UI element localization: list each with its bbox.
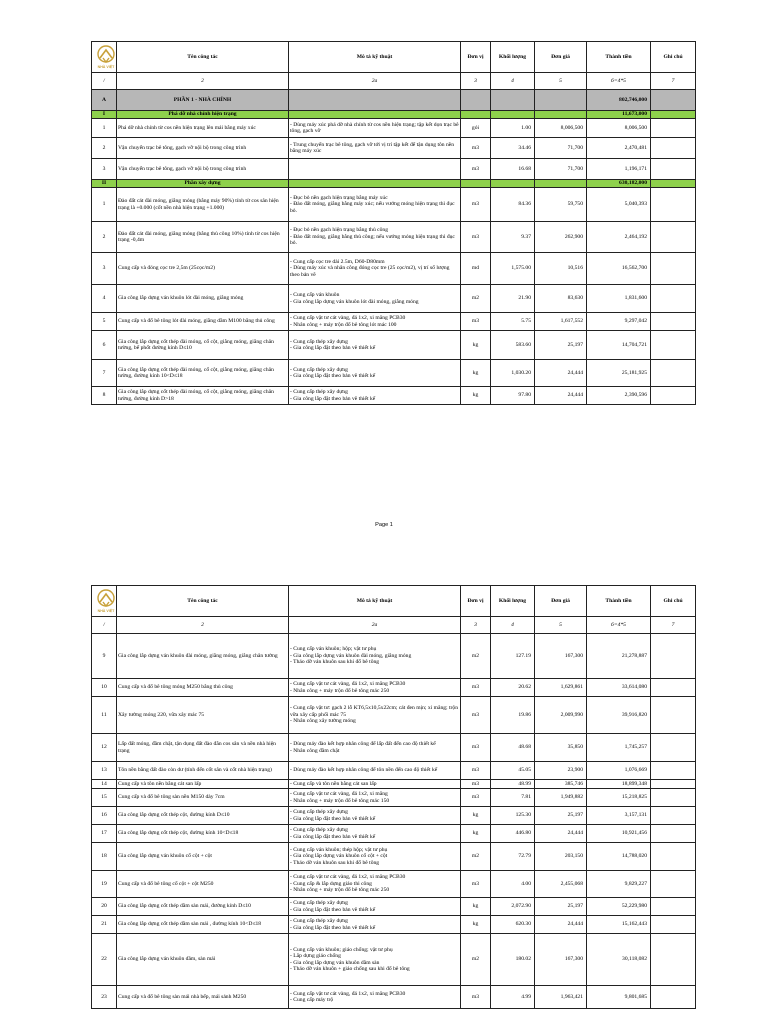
- technical-description: - Dùng máy xúc phá dỡ nhà chính từ cos nền hiện trạng; tập kết dọn trạc bê tông, gạch vỡ: [289, 119, 461, 138]
- estimate-sheet-1: [91, 41, 695, 405]
- quantity-cell: 1,575.00: [491, 253, 535, 285]
- column-number-row: [92, 617, 696, 634]
- technical-description: - Dùng máy đào kết hợp nhân công để lấp đất đến cao độ thiết kế - Nhân công đầm chặt: [289, 734, 461, 762]
- unit-cell: m2: [461, 934, 491, 986]
- row-number: 16: [92, 807, 117, 825]
- amount-cell: 2,470,481: [587, 138, 651, 159]
- work-item-name: Đào đất cát đài móng, giằng móng (bằng máy 90%) tính từ cos sân hiện trạng là +0.000 (cốt nền nhà hiện trạng +1.000): [117, 188, 289, 222]
- group-id: II: [92, 180, 117, 188]
- row-number: 15: [92, 789, 117, 807]
- col-header-name: Tên công tác: [117, 42, 289, 73]
- svg-text:NHÀ VIỆT: NHÀ VIỆT: [97, 609, 115, 613]
- technical-description: - Đục bỏ nền gạch hiện trạng bằng máy xúc - Đào đất móng, giằng bằng máy xúc; nếu vướng móng hiện trạng thì đục bỏ.: [289, 188, 461, 222]
- group-row: [92, 180, 696, 188]
- quantity-cell: 583.60: [491, 331, 535, 360]
- colnum: 2a: [289, 73, 461, 90]
- amount-cell: 33,614,080: [587, 679, 651, 697]
- row-number: 5: [92, 313, 117, 331]
- table-row: [92, 634, 696, 679]
- unit-cell: m2: [461, 634, 491, 679]
- row-number: 22: [92, 934, 117, 986]
- unit-price-cell: 1,949,882: [535, 789, 587, 807]
- note-cell: [651, 285, 696, 313]
- unit-price-cell: 25,197: [535, 807, 587, 825]
- colnum: 2a: [289, 617, 461, 634]
- amount-cell: 16,562,700: [587, 253, 651, 285]
- note-cell: [651, 789, 696, 807]
- note-cell: [651, 807, 696, 825]
- colnum: 2: [117, 617, 289, 634]
- section-row: [92, 90, 696, 111]
- col-header-amount: Thành tiền: [587, 42, 651, 73]
- table-row: [92, 789, 696, 807]
- quantity-cell: 9.37: [491, 222, 535, 253]
- group-amount: 11,673,000: [587, 111, 651, 119]
- quantity-cell: 2,072.90: [491, 898, 535, 916]
- table-row: [92, 871, 696, 898]
- amount-cell: 18,899,348: [587, 780, 651, 789]
- note-cell: [651, 734, 696, 762]
- unit-cell: m3: [461, 789, 491, 807]
- work-item-name: Cung cấp và đổ bê tông móng M250 bằng thủ công: [117, 679, 289, 697]
- technical-description: - Cung cấp và tôn nền bằng cát san lấp: [289, 780, 461, 789]
- unit-cell: kg: [461, 825, 491, 843]
- work-item-name: Gia công lắp dựng ván khuôn lót đài móng, giằng móng: [117, 285, 289, 313]
- technical-description: - Cung cấp vật tư: gạch 2 lỗ KT6,5x10,5x22cm; cát đen mịn; xi măng; trộn vữa xây cấp phối mác 75 - Nhân công xây tường móng: [289, 697, 461, 734]
- work-item-name: Gia công lắp dựng cốt thép đài móng, cổ cột, giằng móng, giằng chân tường, bể phốt đường kính D≤10: [117, 331, 289, 360]
- row-number: 12: [92, 734, 117, 762]
- quantity-cell: 4.00: [491, 871, 535, 898]
- work-item-name: Cung cấp và tôn nền bằng cát san lấp: [117, 780, 289, 789]
- colnum: 7: [651, 73, 696, 90]
- group-row: [92, 111, 696, 119]
- amount-cell: 1,831,600: [587, 285, 651, 313]
- unit-cell: gói: [461, 119, 491, 138]
- note-cell: [651, 313, 696, 331]
- amount-cell: 9,801,685: [587, 986, 651, 1009]
- work-item-name: Cung cấp và đóng cọc tre 2,5m (25cọc/m2): [117, 253, 289, 285]
- quantity-cell: 21.90: [491, 285, 535, 313]
- work-item-name: Gia công lắp dựng ván khuôn cổ cột + cột: [117, 843, 289, 871]
- table-row: [92, 734, 696, 762]
- col-header-qty: Khối lượng: [491, 42, 535, 73]
- technical-description: - Cung cấp thép xây dựng - Gia công lắp đặt theo bản vẽ thiết kế: [289, 331, 461, 360]
- amount-cell: 2,390,596: [587, 387, 651, 405]
- amount-cell: 2,464,192: [587, 222, 651, 253]
- technical-description: - Cung cấp thép xây dựng - Gia công lắp đặt theo bản vẽ thiết kế: [289, 360, 461, 387]
- unit-cell: kg: [461, 807, 491, 825]
- unit-cell: m2: [461, 843, 491, 871]
- note-cell: [651, 188, 696, 222]
- table-row: [92, 119, 696, 138]
- table-row: [92, 780, 696, 789]
- row-number: 1: [92, 119, 117, 138]
- col-header-note: Ghi chú: [651, 586, 696, 617]
- row-number: 17: [92, 825, 117, 843]
- unit-price-cell: 71,700: [535, 159, 587, 180]
- unit-price-cell: 262,900: [535, 222, 587, 253]
- quantity-cell: 620.30: [491, 916, 535, 934]
- work-item-name: Tôn nền bằng đất đào còn dư (tính đến cốt sân và cốt nhà hiện trạng): [117, 762, 289, 780]
- column-number-row: [92, 73, 696, 90]
- note-cell: [651, 222, 696, 253]
- company-logo: [92, 42, 117, 73]
- quantity-cell: 48.99: [491, 780, 535, 789]
- row-number: 20: [92, 898, 117, 916]
- note-cell: [651, 679, 696, 697]
- col-header-qty: Khối lượng: [491, 586, 535, 617]
- technical-description: - Cung cấp ván khuôn; hộp; vật tư phụ - Gia công lắp dựng ván khuôn đài móng, giằng móng - Tháo dỡ ván khuôn sau khi đổ bê tông: [289, 634, 461, 679]
- quantity-cell: 1.00: [491, 119, 535, 138]
- amount-cell: 52,229,980: [587, 898, 651, 916]
- amount-cell: 9,297,042: [587, 313, 651, 331]
- technical-description: - Cung cấp vật tư cát vàng, đá 1x2, xi măng PCB30 - Cung cấp & lắp dựng giáo thi công - Nhân công + máy trộn đổ bê tông mác 250: [289, 871, 461, 898]
- unit-cell: m3: [461, 986, 491, 1009]
- unit-price-cell: 25,197: [535, 331, 587, 360]
- amount-cell: 8,006,500: [587, 119, 651, 138]
- table-row: [92, 159, 696, 180]
- quantity-cell: 97.80: [491, 387, 535, 405]
- group-name: Phá dỡ nhà chính hiện trạng: [117, 111, 289, 119]
- unit-cell: m3: [461, 222, 491, 253]
- note-cell: [651, 634, 696, 679]
- row-number: 6: [92, 331, 117, 360]
- technical-description: - Cung cấp vật tư cát vàng, đá 1x2, xi măng - Nhân công + máy trộn đổ bê tông mác 150: [289, 789, 461, 807]
- amount-cell: 1,745,257: [587, 734, 651, 762]
- work-item-name: Đào đất cát đài móng, giằng móng (bằng thủ công 10%) tính từ cos hiện trạng -0,4m: [117, 222, 289, 253]
- note-cell: [651, 387, 696, 405]
- group-ii-rows: [92, 188, 696, 405]
- amount-cell: 3,157,131: [587, 807, 651, 825]
- colnum: 3: [461, 73, 491, 90]
- work-item-name: Cung cấp và đổ bê tông sàn nền M150 dày 7cm: [117, 789, 289, 807]
- unit-price-cell: 59,750: [535, 188, 587, 222]
- unit-price-cell: 2,455,068: [535, 871, 587, 898]
- unit-price-cell: 24,444: [535, 825, 587, 843]
- unit-price-cell: 167,300: [535, 634, 587, 679]
- table-row: [92, 138, 696, 159]
- group-name: Phần xây dựng: [117, 180, 289, 188]
- row-number: 18: [92, 843, 117, 871]
- technical-description: - Dùng máy đào kết hợp nhân công để tôn nền đến cao độ thiết kế: [289, 762, 461, 780]
- unit-cell: kg: [461, 916, 491, 934]
- house-logo-icon: [92, 44, 117, 72]
- unit-price-cell: 23,900: [535, 762, 587, 780]
- unit-price-cell: 10,516: [535, 253, 587, 285]
- unit-price-cell: 1,617,552: [535, 313, 587, 331]
- unit-cell: m3: [461, 138, 491, 159]
- colnum: 6=4*5: [587, 73, 651, 90]
- table-row: [92, 986, 696, 1009]
- amount-cell: 1,076,669: [587, 762, 651, 780]
- colnum: 5: [535, 617, 587, 634]
- amount-cell: 21,278,887: [587, 634, 651, 679]
- quantity-cell: 19.86: [491, 697, 535, 734]
- row-number: 10: [92, 679, 117, 697]
- work-item-name: Lấp đất móng, đầm chặt, tận dụng đất đào đắn cos sân và nền nhà hiện trạng: [117, 734, 289, 762]
- quantity-cell: 20.62: [491, 679, 535, 697]
- amount-cell: 25,181,925: [587, 360, 651, 387]
- work-item-name: Xây tường móng 220, vữa xây mác 75: [117, 697, 289, 734]
- amount-cell: 1,196,171: [587, 159, 651, 180]
- company-logo: [92, 586, 117, 617]
- note-cell: [651, 934, 696, 986]
- table-row: [92, 697, 696, 734]
- technical-description: - Đục bỏ nền gạch hiện trạng bằng thủ công - Đào đất móng, giằng bằng thủ công; nếu vướng móng hiện trạng thì đục bỏ.: [289, 222, 461, 253]
- unit-price-cell: 8,006,500: [535, 119, 587, 138]
- unit-cell: m3: [461, 159, 491, 180]
- col-header-unit: Đơn vị: [461, 42, 491, 73]
- section-name: PHẦN 1 - NHÀ CHÍNH: [117, 90, 289, 111]
- work-item-name: Gia công lắp dựng cốt thép cột, đường kính 10<D≤18: [117, 825, 289, 843]
- col-header-desc: Mô tả kỹ thuật: [289, 586, 461, 617]
- table-row: [92, 898, 696, 916]
- unit-price-cell: 24,444: [535, 916, 587, 934]
- note-cell: [651, 697, 696, 734]
- unit-price-cell: 24,444: [535, 387, 587, 405]
- note-cell: [651, 825, 696, 843]
- unit-cell: m3: [461, 780, 491, 789]
- work-item-name: Gia công lắp dựng cốt thép cột, đường kính D≤10: [117, 807, 289, 825]
- quantity-cell: 4.99: [491, 986, 535, 1009]
- table-row: [92, 843, 696, 871]
- table-row: [92, 934, 696, 986]
- table-header-row: [92, 42, 696, 73]
- unit-price-cell: 35,850: [535, 734, 587, 762]
- note-cell: [651, 331, 696, 360]
- group-i-rows: [92, 119, 696, 180]
- row-number: 7: [92, 360, 117, 387]
- estimate-table-1: [91, 41, 696, 405]
- table-row: [92, 807, 696, 825]
- quantity-cell: 125.30: [491, 807, 535, 825]
- col-header-name: Tên công tác: [117, 586, 289, 617]
- quantity-cell: 84.36: [491, 188, 535, 222]
- table-row: [92, 387, 696, 405]
- colnum: 7: [651, 617, 696, 634]
- colnum: 6=4*5: [587, 617, 651, 634]
- work-item-name: Cung cấp và đổ bê tông cổ cột + cột M250: [117, 871, 289, 898]
- unit-cell: m3: [461, 762, 491, 780]
- technical-description: - Cung cấp ván khuôn; thép hộp; vật tư phụ - Gia công lắp dựng ván khuôn cổ cột + cột - Tháo dỡ ván khuôn sau khi đổ bê tông: [289, 843, 461, 871]
- table-row: [92, 360, 696, 387]
- work-item-name: Gia công lắp dựng cốt thép dầm sàn mái, đường kính D≤10: [117, 898, 289, 916]
- row-number: 3: [92, 159, 117, 180]
- unit-price-cell: 25,197: [535, 898, 587, 916]
- technical-description: - Trung chuyển trạc bê tông, gạch vỡ tới vị trí tập kết để tận dụng tôn nền bằng máy xúc: [289, 138, 461, 159]
- colnum: 5: [535, 73, 587, 90]
- amount-cell: 14,788,020: [587, 843, 651, 871]
- table-row: [92, 825, 696, 843]
- amount-cell: 15,218,825: [587, 789, 651, 807]
- unit-price-cell: 167,300: [535, 934, 587, 986]
- technical-description: - Cung cấp cọc tre dài 2.5m, D60-D80mm - Dùng máy xúc và nhân công đóng cọc tre (25 cọc/m2), vị trí số lượng theo bản vẽ: [289, 253, 461, 285]
- work-item-name: Gia công lắp dựng cốt thép đài móng, cổ cột, giằng móng, giằng chân tường, đường kính D>18: [117, 387, 289, 405]
- unit-price-cell: 83,630: [535, 285, 587, 313]
- colnum: /: [92, 617, 117, 634]
- quantity-cell: 48.68: [491, 734, 535, 762]
- page-label: Page 1: [375, 522, 393, 528]
- unit-cell: m3: [461, 697, 491, 734]
- quantity-cell: 16.68: [491, 159, 535, 180]
- technical-description: - Cung cấp vật tư cát vàng, đá 1x2, xi măng PCB30 - Nhân công + máy trộn đổ bê tông mác 250: [289, 679, 461, 697]
- work-item-name: Phá dỡ nhà chính từ cos nền hiện trạng lên mái bằng máy xúc: [117, 119, 289, 138]
- table-header-row: [92, 586, 696, 617]
- quantity-cell: 7.81: [491, 789, 535, 807]
- work-item-name: Gia công lắp dựng cốt thép dầm sàn mái , đường kính 10<D≤18: [117, 916, 289, 934]
- amount-cell: 39,916,820: [587, 697, 651, 734]
- quantity-cell: 1,030.20: [491, 360, 535, 387]
- technical-description: - Cung cấp thép xây dựng - Gia công lắp đặt theo bản vẽ thiết kế: [289, 898, 461, 916]
- technical-description: - Cung cấp vật tư cát vàng, đá 1x2, xi măng PCB30 - Nhân công + máy trộn đổ bê tông lót mác 100: [289, 313, 461, 331]
- unit-cell: m3: [461, 734, 491, 762]
- unit-cell: kg: [461, 387, 491, 405]
- technical-description: - Cung cấp ván khuôn; giáo chống; vật tư phụ - Lắp dựng giáo chống - Gia công lắp dựng ván khuôn dầm sàn - Tháo dỡ ván khuôn + giáo chống sau khi đổ bê tông: [289, 934, 461, 986]
- col-header-amount: Thành tiền: [587, 586, 651, 617]
- row-number: 2: [92, 138, 117, 159]
- work-item-name: Vận chuyển trạc bê tông, gạch vỡ nội bộ trong công trình: [117, 159, 289, 180]
- unit-price-cell: 203,150: [535, 843, 587, 871]
- work-item-name: Cung cấp và đổ bê tông lót đài móng, giằng dầm M100 bằng thủ công: [117, 313, 289, 331]
- row-number: 14: [92, 780, 117, 789]
- col-header-price: Đơn giá: [535, 586, 587, 617]
- colnum: 4: [491, 73, 535, 90]
- row-number: 13: [92, 762, 117, 780]
- group-amount: 630,182,000: [587, 180, 651, 188]
- amount-cell: 5,040,393: [587, 188, 651, 222]
- section-amount: 802,746,000: [587, 90, 651, 111]
- row-number: 9: [92, 634, 117, 679]
- estimate-table-2: [91, 585, 696, 1009]
- amount-cell: 30,118,082: [587, 934, 651, 986]
- row-number: 4: [92, 285, 117, 313]
- note-cell: [651, 898, 696, 916]
- table-row: [92, 762, 696, 780]
- row-number: 2: [92, 222, 117, 253]
- col-header-desc: Mô tả kỹ thuật: [289, 42, 461, 73]
- table-row: [92, 222, 696, 253]
- table-row: [92, 679, 696, 697]
- table-row: [92, 331, 696, 360]
- table-row: [92, 253, 696, 285]
- amount-cell: 15,162,443: [587, 916, 651, 934]
- colnum: 4: [491, 617, 535, 634]
- col-header-unit: Đơn vị: [461, 586, 491, 617]
- note-cell: [651, 916, 696, 934]
- row-number: 3: [92, 253, 117, 285]
- unit-cell: m3: [461, 313, 491, 331]
- house-logo-icon: [92, 588, 117, 616]
- quantity-cell: 180.02: [491, 934, 535, 986]
- table-row: [92, 313, 696, 331]
- unit-cell: kg: [461, 898, 491, 916]
- col-header-price: Đơn giá: [535, 42, 587, 73]
- note-cell: [651, 360, 696, 387]
- colnum: 2: [117, 73, 289, 90]
- note-cell: [651, 253, 696, 285]
- row-number: 1: [92, 188, 117, 222]
- technical-description: - Cung cấp thép xây dựng - Gia công lắp đặt theo bản vẽ thiết kế: [289, 825, 461, 843]
- table-row: [92, 285, 696, 313]
- group-id: I: [92, 111, 117, 119]
- unit-price-cell: 24,444: [535, 360, 587, 387]
- col-header-note: Ghi chú: [651, 42, 696, 73]
- unit-cell: m2: [461, 285, 491, 313]
- technical-description: - Cung cấp thép xây dựng - Gia công lắp đặt theo bản vẽ thiết kế: [289, 807, 461, 825]
- work-item-name: Gia công lắp dựng cốt thép đài móng, cổ cột, giằng móng, giằng chân tường, đường kính 10<D≤18: [117, 360, 289, 387]
- estimate-sheet-2: [91, 585, 695, 1009]
- unit-cell: kg: [461, 331, 491, 360]
- amount-cell: 14,704,721: [587, 331, 651, 360]
- unit-price-cell: 1,963,421: [535, 986, 587, 1009]
- technical-description: - Cung cấp thép xây dựng - Gia công lắp đặt theo bản vẽ thiết kế: [289, 916, 461, 934]
- amount-cell: 9,829,227: [587, 871, 651, 898]
- row-number: 11: [92, 697, 117, 734]
- note-cell: [651, 780, 696, 789]
- note-cell: [651, 762, 696, 780]
- unit-cell: m3: [461, 871, 491, 898]
- quantity-cell: 45.05: [491, 762, 535, 780]
- row-number: 8: [92, 387, 117, 405]
- note-cell: [651, 871, 696, 898]
- unit-price-cell: 2,009,990: [535, 697, 587, 734]
- unit-cell: m3: [461, 679, 491, 697]
- note-cell: [651, 843, 696, 871]
- technical-description: - Cung cấp ván khuôn - Gia công lắp dựng ván khuôn lót đài móng, giằng móng: [289, 285, 461, 313]
- unit-price-cell: 1,629,861: [535, 679, 587, 697]
- technical-description: - Cung cấp vật tư cát vàng, đá 1x2, xi măng PCB30 - Cung cấp máy trộ: [289, 986, 461, 1009]
- colnum: /: [92, 73, 117, 90]
- work-item-name: Vận chuyển trạc bê tông, gạch vỡ nội bộ trong công trình: [117, 138, 289, 159]
- note-cell: [651, 159, 696, 180]
- row-number: 23: [92, 986, 117, 1009]
- note-cell: [651, 986, 696, 1009]
- svg-text:NHÀ VIỆT: NHÀ VIỆT: [97, 65, 115, 69]
- note-cell: [651, 138, 696, 159]
- unit-cell: m3: [461, 188, 491, 222]
- amount-cell: 10,921,456: [587, 825, 651, 843]
- unit-cell: kg: [461, 360, 491, 387]
- quantity-cell: 127.19: [491, 634, 535, 679]
- quantity-cell: 446.80: [491, 825, 535, 843]
- quantity-cell: 5.75: [491, 313, 535, 331]
- quantity-cell: 72.79: [491, 843, 535, 871]
- work-item-name: Cung cấp và đổ bê tông sàn mái nhà bếp, mái sảnh M250: [117, 986, 289, 1009]
- unit-price-cell: 385,746: [535, 780, 587, 789]
- section-id: A: [92, 90, 117, 111]
- table-row: [92, 916, 696, 934]
- table-row: [92, 188, 696, 222]
- technical-description: [289, 159, 461, 180]
- note-cell: [651, 119, 696, 138]
- technical-description: - Cung cấp thép xây dựng - Gia công lắp đặt theo bản vẽ thiết kế: [289, 387, 461, 405]
- work-item-name: Gia công lắp dựng ván khuôn dầm, sàn mái: [117, 934, 289, 986]
- work-item-name: Gia công lắp dựng ván khuôn đài móng, giằng móng, giằng chân tường: [117, 634, 289, 679]
- unit-cell: md: [461, 253, 491, 285]
- sheet-2-rows: [92, 634, 696, 1009]
- unit-price-cell: 71,700: [535, 138, 587, 159]
- colnum: 3: [461, 617, 491, 634]
- quantity-cell: 34.46: [491, 138, 535, 159]
- row-number: 19: [92, 871, 117, 898]
- row-number: 21: [92, 916, 117, 934]
